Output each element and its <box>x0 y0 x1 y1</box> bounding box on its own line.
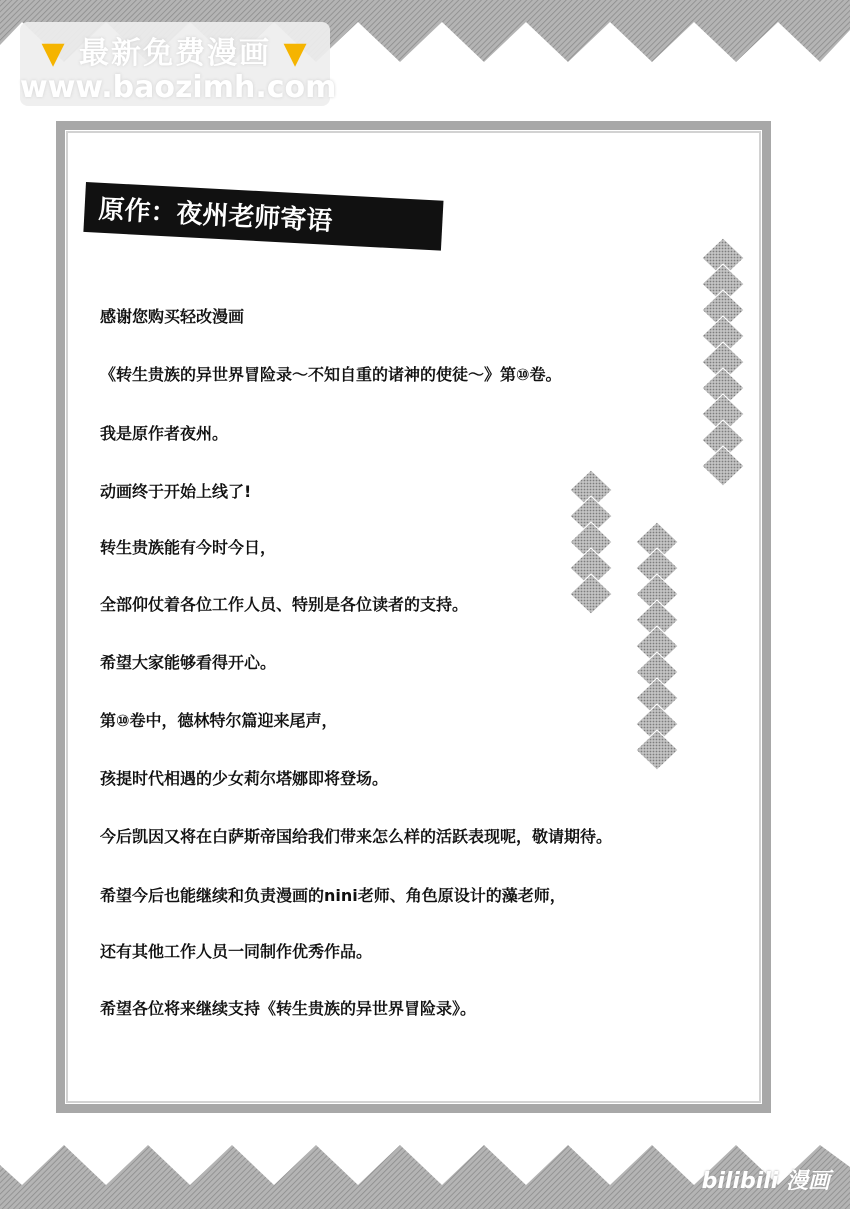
body-line-3: 我是原作者夜州。 <box>100 424 229 443</box>
pointing-down-hand-icon: ▼ <box>41 36 67 71</box>
pointing-down-hand-icon: ▼ <box>283 36 309 71</box>
body-line-9: 孩提时代相遇的少女莉尔塔娜即将登场。 <box>100 769 389 788</box>
body-line-1: 感谢您购买轻改漫画 <box>100 307 245 326</box>
watermark-slogan: 最新免费漫画 <box>79 36 271 71</box>
diamond-column-right <box>700 238 746 488</box>
bilibili-comics-logo: bilibili 漫画 <box>701 1169 830 1194</box>
body-line-10: 今后凯因又将在白萨斯帝国给我们带来怎么样的活跃表现呢，敬请期待。 <box>100 827 613 846</box>
body-line-2: 《转生贵族的异世界冒险录～不知自重的诸神的使徒～》第⑩卷。 <box>100 365 562 384</box>
diamond-column-middle <box>568 470 614 620</box>
body-line-6: 全部仰仗着各位工作人员、特别是各位读者的支持。 <box>100 595 469 614</box>
diamond-column-left <box>634 522 680 772</box>
body-line-8: 第⑩卷中，德林特尔篇迎来尾声， <box>100 711 338 730</box>
body-line-4: 动画终于开始上线了! <box>100 482 252 501</box>
site-watermark <box>20 22 337 106</box>
page-title: 原作：夜州老师寄语 <box>97 194 334 237</box>
body-line-5: 转生贵族能有今时今日， <box>100 538 277 557</box>
body-line-11: 希望今后也能继续和负责漫画的nini老师、角色原设计的藻老师， <box>100 886 566 905</box>
body-line-13: 希望各位将来继续支持《转生贵族的异世界冒险录》。 <box>100 999 477 1018</box>
body-line-12: 还有其他工作人员一同制作优秀作品。 <box>100 942 373 961</box>
body-line-7: 希望大家能够看得开心。 <box>100 653 277 672</box>
watermark-url: www.baozimh.com <box>20 70 337 105</box>
